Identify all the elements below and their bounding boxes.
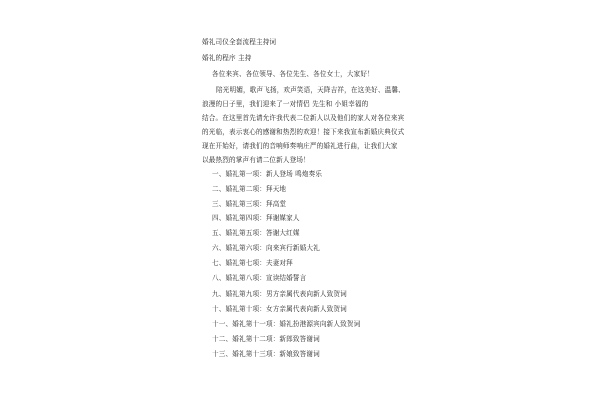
paragraph-text: 浪漫的日子里，我们迎来了一对情侣 先生和 小姐幸福的 xyxy=(202,100,369,108)
document-subtitle xyxy=(202,54,251,63)
program-item-text: 七、婚礼第七项：夫妻对拜 xyxy=(212,259,293,267)
program-item-text: 十一、婚礼第十一项：婚礼扮港源宾向新人致贺词 xyxy=(212,320,361,328)
paragraph-line xyxy=(202,142,398,151)
program-item-text: 六、婚礼第六项：向来宾行新婚大礼 xyxy=(212,244,320,252)
subtitle-text: 婚礼的程序 主持 xyxy=(202,54,252,62)
title-text: 婚礼司仪全套流程主持词 xyxy=(202,38,277,46)
program-item xyxy=(212,200,286,209)
paragraph-line xyxy=(202,128,404,137)
paragraph-line xyxy=(216,86,405,95)
paragraph-text: 的光临，表示衷心的感谢和热烈的欢迎！接下来我宣布新婚庆典仪式 xyxy=(202,128,405,136)
paragraph-text: 陪光明媚，歌声飞扬，欢声笑语，天降吉祥，在这美好、温馨、 xyxy=(216,86,405,94)
program-item-text: 三、婚礼第三项：拜高堂 xyxy=(212,200,287,208)
program-item-text: 一、婚礼第一项：新人登场 鸣炮奏乐 xyxy=(212,170,323,178)
program-item-text: 十二、婚礼第十二项：新郎致答谢词 xyxy=(212,335,320,343)
program-item-text: 十、婚礼第十项：女方亲属代表向新人致贺词 xyxy=(212,305,347,313)
program-item-text: 八、婚礼第八项：宣读结婚誓言 xyxy=(212,274,307,282)
program-item-text: 五、婚礼第五项：答谢大红媒 xyxy=(212,229,300,237)
program-item xyxy=(212,229,300,238)
program-item xyxy=(212,259,293,268)
program-item xyxy=(212,274,306,283)
program-item-text: 二、婚礼第二项：拜天地 xyxy=(212,185,287,193)
program-item-text: 十三、婚礼第十三项：新娘致答谢词 xyxy=(212,350,320,358)
program-item xyxy=(212,214,300,223)
paragraph-line xyxy=(202,100,368,109)
document-title xyxy=(202,38,276,47)
program-item-text: 四、婚礼第四项：拜谢媒家人 xyxy=(212,214,300,222)
program-item xyxy=(212,335,320,344)
program-item xyxy=(212,350,320,359)
paragraph-text: 结合。在这里首先请允许我代表二位新人以及他们的家人对各位来宾 xyxy=(202,114,405,122)
program-item xyxy=(212,185,286,194)
program-item xyxy=(212,170,322,179)
paragraph-line xyxy=(202,156,310,165)
paragraph-text: 现在开始好，请我们的音响师奏响庄严的婚礼进行曲，让我们大家 xyxy=(202,142,398,150)
greeting-line xyxy=(212,70,374,79)
paragraph-line xyxy=(202,114,404,123)
greeting-text: 各位来宾、各位领导、各位先生、各位女士，大家好！ xyxy=(212,70,374,78)
program-item xyxy=(212,305,347,314)
program-item-text: 九、婚礼第九项：男方亲属代表向新人致贺词 xyxy=(212,290,347,298)
program-item xyxy=(212,290,347,299)
program-item xyxy=(212,320,360,329)
paragraph-text: 以最热烈的掌声有请二位新人登场！ xyxy=(202,156,310,164)
program-item xyxy=(212,244,320,253)
